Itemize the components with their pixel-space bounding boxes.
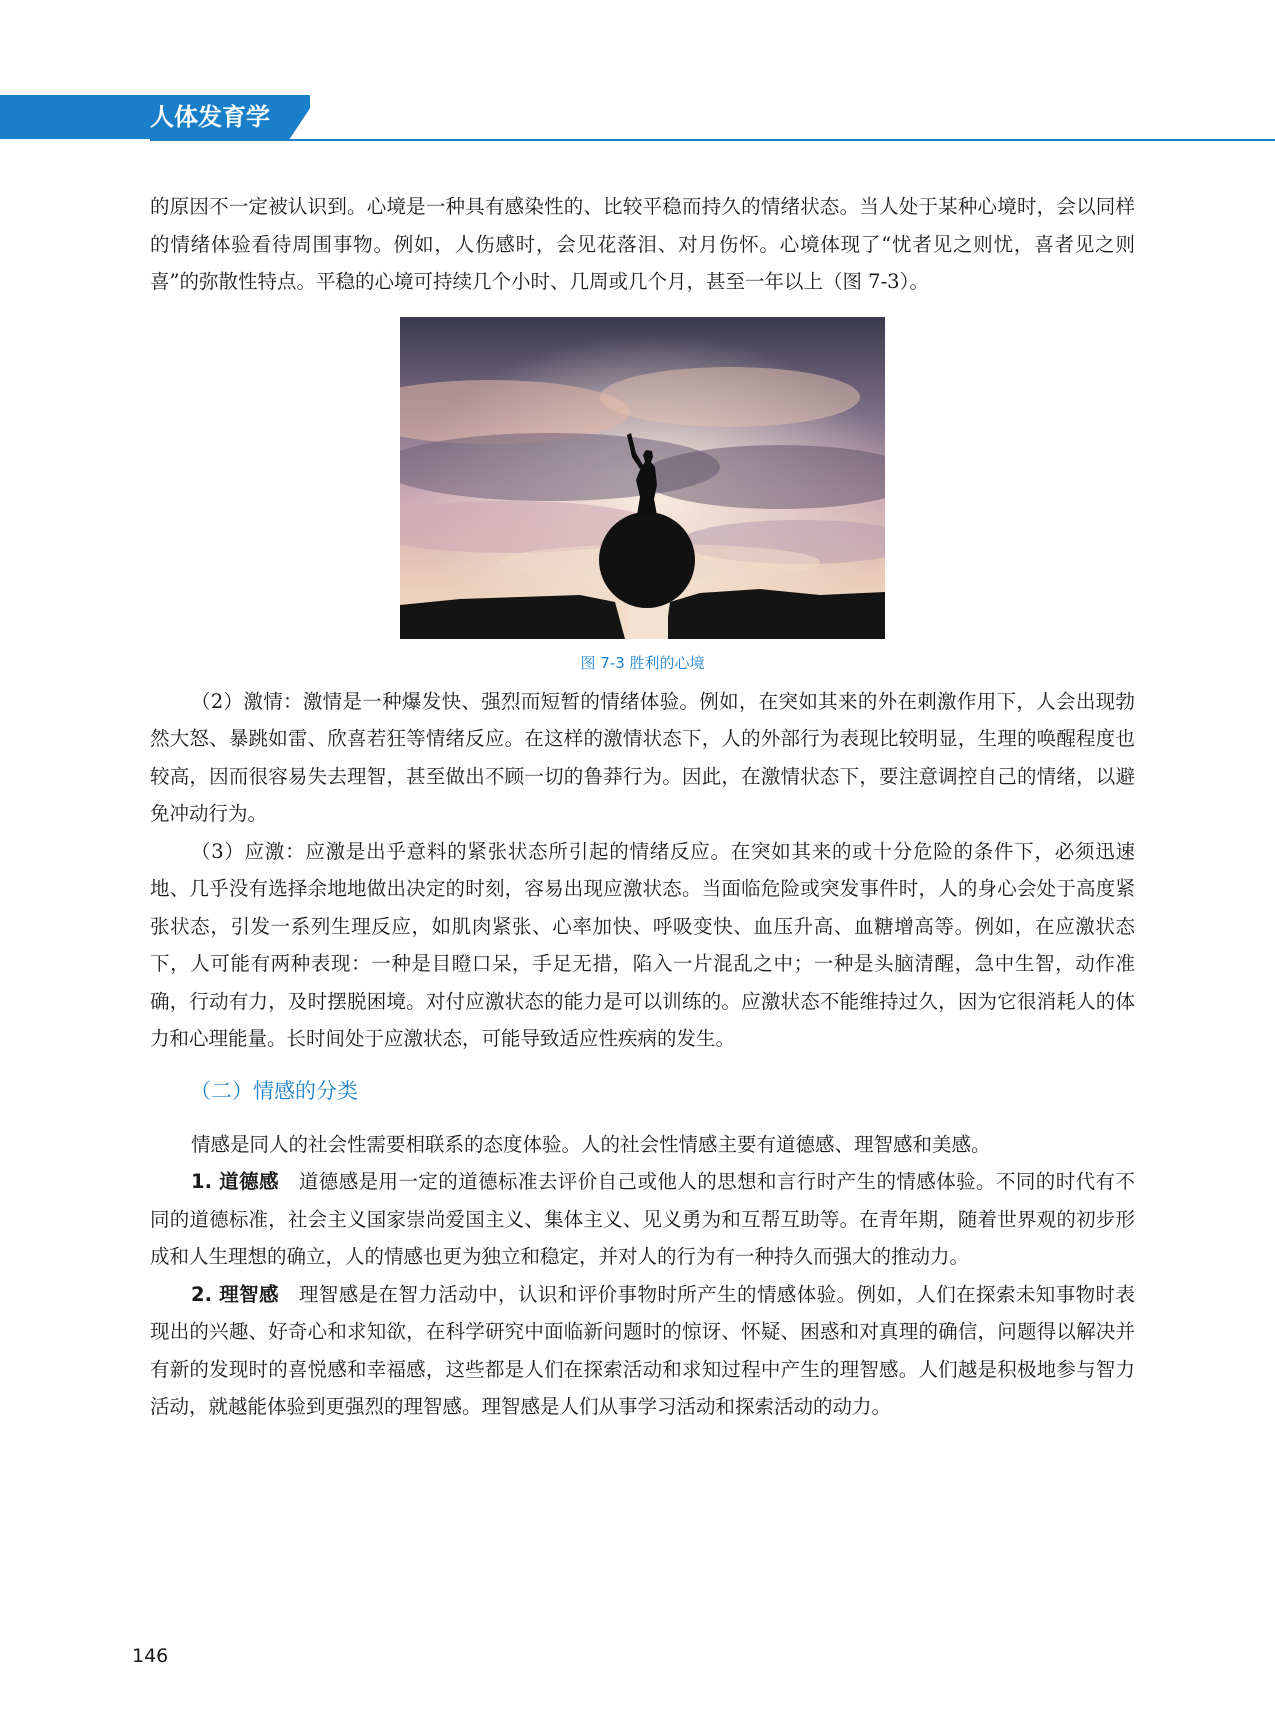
page-number: 146 xyxy=(132,1645,169,1667)
text-intellectual-sense: 理智感是在智力活动中，认识和评价事物时所产生的情感体验。例如，人们在探索未知事物时表现出的兴趣、好奇心和求知欲，在科学研究中面临新问题时的惊讶、怀疑、困惑和对真理的确信，问题得以解决并有新的发现时的喜悦感和幸福感，这些都是人们在探索活动和求知过程中产生的理智感。人们越是积极地参与智力活动，就越能体验到更强烈的理智感。理智感是人们从事学习活动和探索活动的动力。 xyxy=(150,1282,1135,1418)
paragraph-section-intro: 情感是同人的社会性需要相联系的态度体验。人的社会性情感主要有道德感、理智感和美感。 xyxy=(191,1132,991,1156)
figure-caption: 图 7-3 胜利的心境 xyxy=(580,653,705,672)
header-band xyxy=(0,95,140,139)
page-body xyxy=(150,188,1135,1426)
running-header-title: 人体发育学 xyxy=(150,103,270,131)
header-rule xyxy=(150,139,1275,141)
paragraph-mood-cont: 的原因不一定被认识到。心境是一种具有感染性的、比较平稳而持久的情绪状态。当人处于某种心境时，会以同样的情绪体验看待周围事物。例如，人伤感时，会见花落泪、对月伤怀。心境体现了“忧者见之则忧，喜者见之则喜”的弥散性特点。平稳的心境可持续几个小时、几周或几个月，甚至一年以上（图 7-3）。 xyxy=(150,195,1135,293)
paragraph-intellectual-sense xyxy=(150,1276,1135,1426)
paragraph-passion: （2）激情：激情是一种爆发快、强烈而短暂的情绪体验。例如，在突如其来的外在刺激作用下，人会出现勃然大怒、暴跳如雷、欣喜若狂等情绪反应。在这样的激情状态下，人的外部行为表现比较明显，生理的唤醒程度也较高，因而很容易失去理智，甚至做出不顾一切的鲁莽行为。因此，在激情状态下，要注意调控自己的情绪，以避免冲动行为。 xyxy=(150,689,1135,825)
paragraph-moral-sense xyxy=(150,1163,1135,1276)
sunset-silhouette-image xyxy=(400,317,885,639)
figure-victory-image xyxy=(400,317,885,639)
text-moral-sense: 道德感是用一定的道德标准去评价自己或他人的思想和言行时产生的情感体验。不同的时代有不同的道德标准，社会主义国家崇尚爱国主义、集体主义、见义勇为和互帮互助等。在青年期，随着世界观的初步形成和人生理想的确立，人的情感也更为独立和稳定，并对人的行为有一种持久而强大的推动力。 xyxy=(150,1170,1135,1268)
term-moral-sense: 1. 道德感 xyxy=(191,1170,279,1193)
section-heading: （二）情感的分类 xyxy=(190,1078,358,1103)
term-intellectual-sense: 2. 理智感 xyxy=(191,1282,279,1306)
paragraph-stress: （3）应激：应激是出乎意料的紧张状态所引起的情绪反应。在突如其来的或十分危险的条件下，必须迅速地、几乎没有选择余地地做出决定的时刻，容易出现应激状态。当面临危险或突发事件时，人的身心会处于高度紧张状态，引发一系列生理反应，如肌肉紧张、心率加快、呼吸变快、血压升高、血糖增高等。例如，在应激状态下，人可能有两种表现：一种是目瞪口呆，手足无措，陷入一片混乱之中；一种是头脑清醒，急中生智，动作准确，行动有力，及时摆脱困境。对付应激状态的能力是可以训练的。应激状态不能维持过久，因为它很消耗人的体力和心理能量。长时间处于应激状态，可能导致适应性疾病的发生。 xyxy=(150,839,1135,1050)
